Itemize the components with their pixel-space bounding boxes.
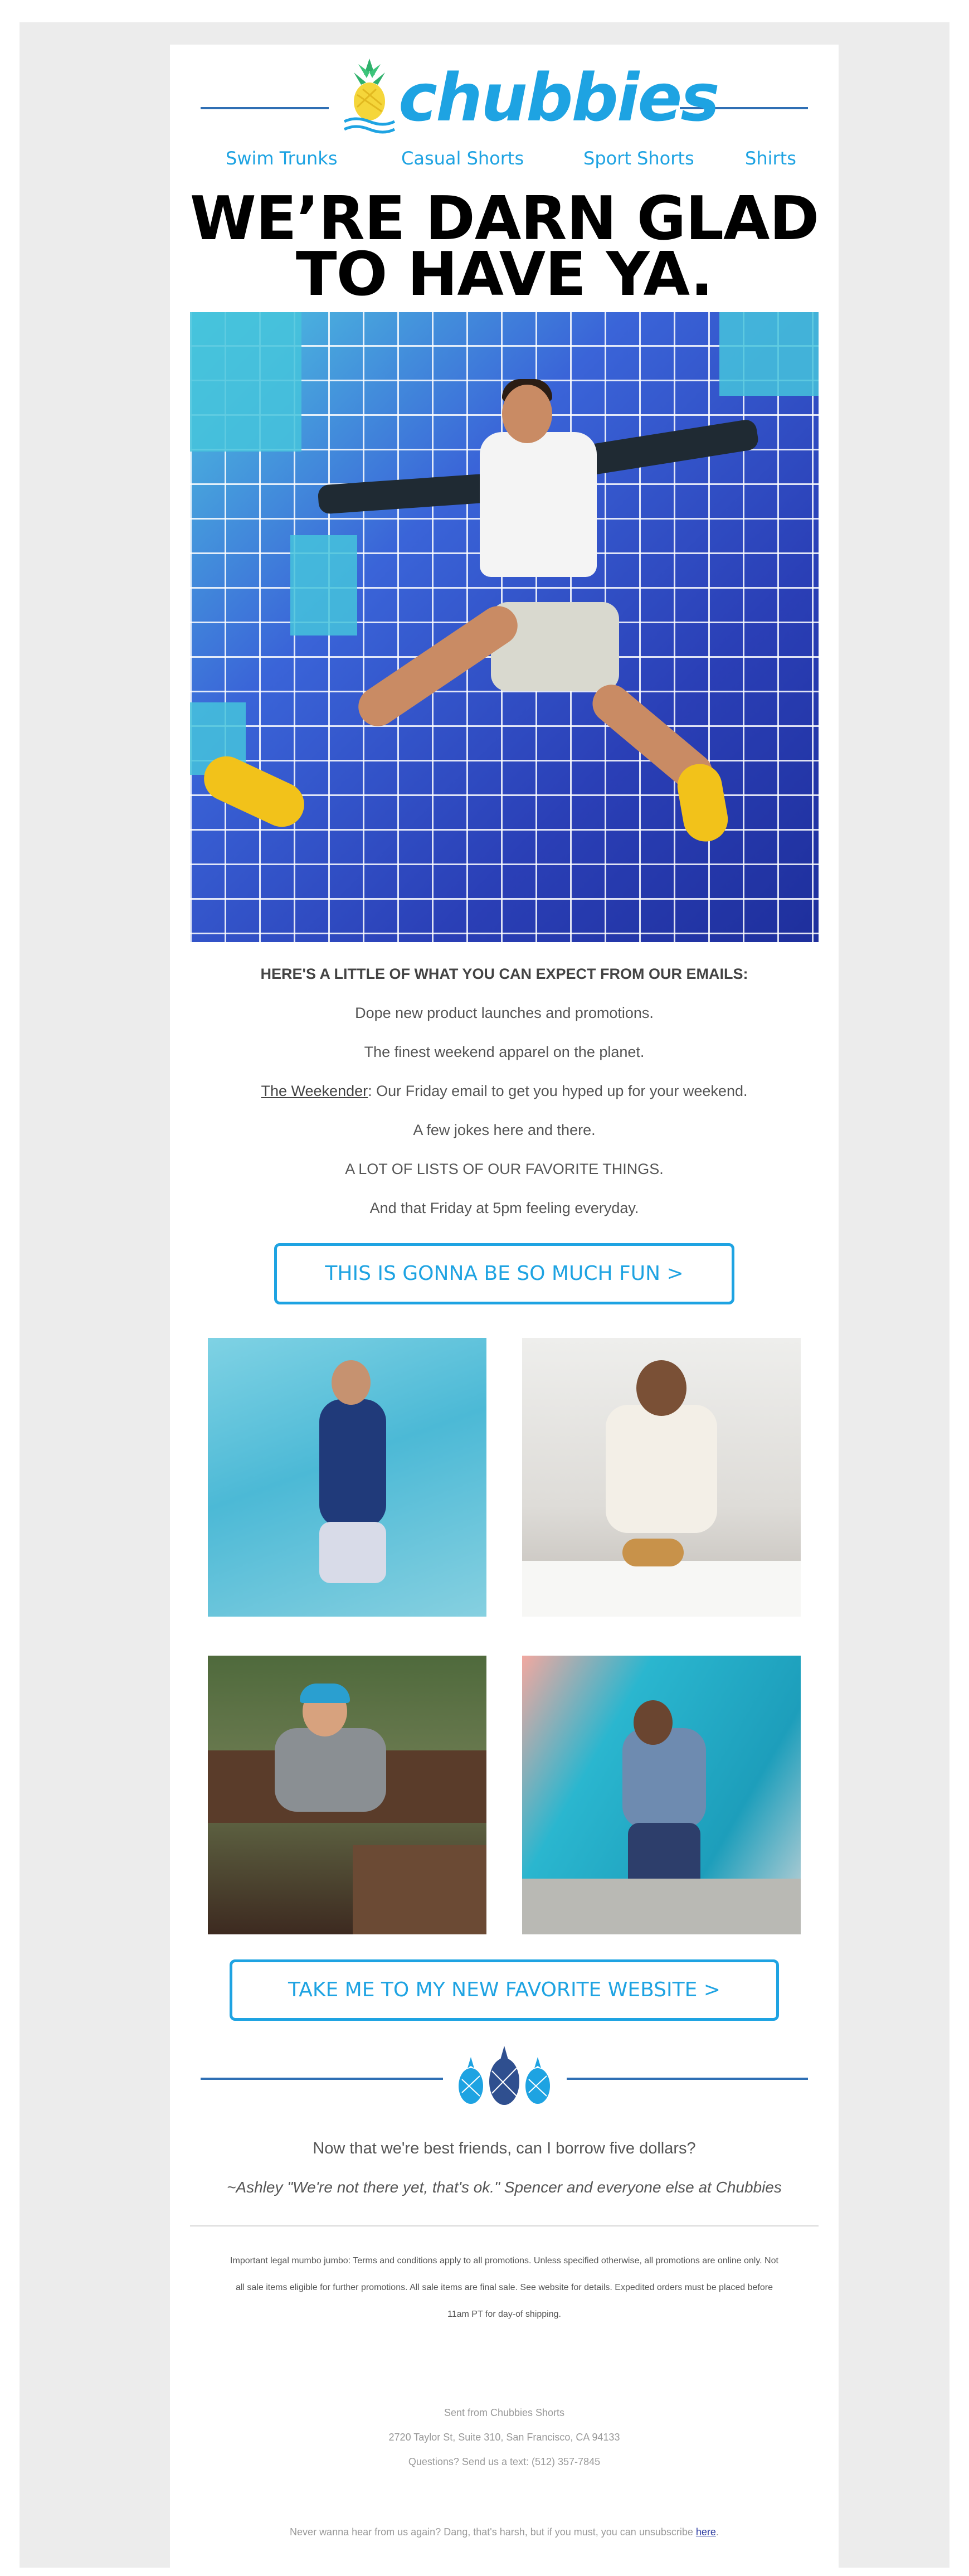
expectation-weekender: [170, 1083, 839, 1100]
signoff-question: Now that we're best friends, can I borrow five dollars?: [313, 2140, 696, 2157]
footer-unsubscribe: [170, 2526, 839, 2538]
divider-rule-left: [201, 2078, 443, 2080]
cta-so-much-fun-button[interactable]: THIS IS GONNA BE SO MUCH FUN >: [274, 1243, 734, 1304]
legal-line-1: Important legal mumbo jumbo: Terms and conditions apply to all promotions. Unless specified otherwise, all promotions are online only. Not: [230, 2256, 778, 2265]
header-rule-left: [201, 107, 329, 109]
product-photo-2[interactable]: [522, 1338, 801, 1617]
headline-line-1: WE’RE DARN GLAD: [189, 184, 819, 254]
footer-address: 2720 Taylor St, Suite 310, San Francisco, CA 94133: [388, 2432, 620, 2443]
expectation-friday-feeling: And that Friday at 5pm feeling everyday.: [369, 1200, 639, 1216]
nav-casual-shorts[interactable]: Casual Shorts: [401, 148, 524, 169]
nav-sport-shorts[interactable]: Sport Shorts: [583, 148, 694, 169]
email-card: [170, 45, 839, 2573]
product-photo-3[interactable]: [208, 1656, 486, 1934]
product-photo-1[interactable]: [208, 1338, 486, 1617]
expectation-lists: A LOT OF LISTS OF OUR FAVORITE THINGS.: [345, 1161, 664, 1177]
divider-rule-right: [567, 2078, 808, 2080]
weekender-link[interactable]: The Weekender: [261, 1083, 368, 1099]
hero-image[interactable]: [190, 312, 819, 942]
nav-swim-trunks[interactable]: Swim Trunks: [226, 148, 338, 169]
product-photo-4[interactable]: [522, 1656, 801, 1934]
expectation-product-launches: Dope new product launches and promotions.: [355, 1005, 654, 1021]
headline-line-2: TO HAVE YA.: [295, 240, 713, 309]
legal-line-3: 11am PT for day-of shipping.: [447, 2310, 561, 2319]
expectations-heading: HERE'S A LITTLE OF WHAT YOU CAN EXPECT FROM OUR EMAILS:: [260, 966, 748, 982]
cta-favorite-website-button[interactable]: TAKE ME TO MY NEW FAVORITE WEBSITE >: [230, 1959, 779, 2021]
pineapple-trio-icon: [449, 2046, 560, 2113]
footer-sent-from: Sent from Chubbies Shorts: [444, 2407, 565, 2418]
email-background: [20, 22, 949, 2568]
unsubscribe-text: Never wanna hear from us again? Dang, that's harsh, but if you must, you can unsubscribe: [290, 2526, 696, 2538]
unsubscribe-end: .: [715, 2526, 719, 2538]
nav-shirts[interactable]: Shirts: [745, 148, 796, 169]
expectation-jokes: A few jokes here and there.: [413, 1122, 596, 1138]
legal-divider: [190, 2225, 819, 2226]
legal-line-2: all sale items eligible for further promotions. All sale items are final sale. See website for details. Expedited orders must be placed before: [235, 2283, 773, 2292]
unsubscribe-link[interactable]: here: [695, 2526, 716, 2538]
weekender-description: : Our Friday email to get you hyped up for your weekend.: [368, 1083, 748, 1099]
signoff-signature: ~Ashley "We're not there yet, that's ok." Spencer and everyone else at Chubbies: [227, 2179, 782, 2196]
brand-wordmark[interactable]: chubbies: [398, 59, 718, 136]
pineapple-logo-icon[interactable]: [342, 56, 397, 139]
expectation-weekend-apparel: The finest weekend apparel on the planet.: [364, 1044, 645, 1060]
footer-questions: Questions? Send us a text: (512) 357-7845: [408, 2456, 601, 2467]
